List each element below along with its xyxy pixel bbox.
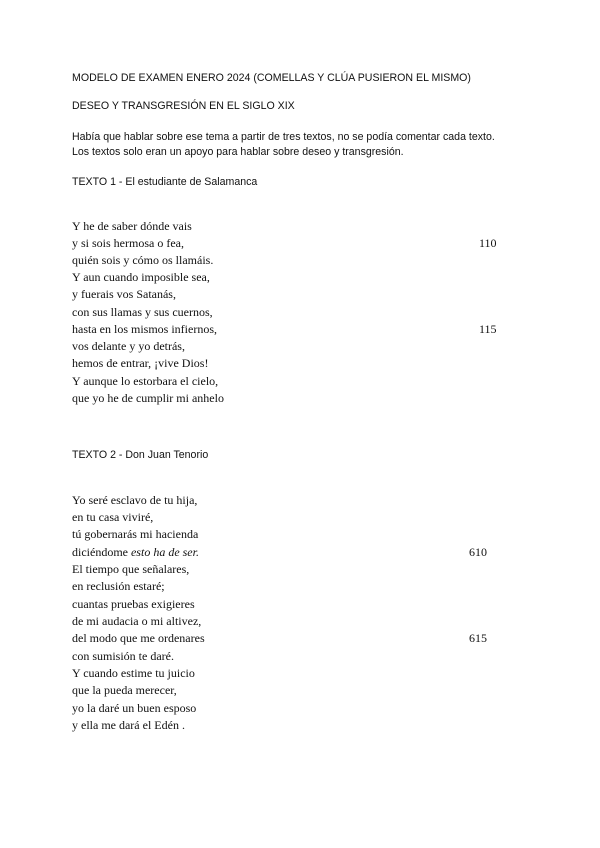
- poem-line: Y aun cuando imposible sea,: [72, 270, 210, 284]
- poem-line: [72, 545, 199, 560]
- intro-line-1: Había que hablar sobre ese tema a partir de tres textos, no se podía comentar cada texto.: [72, 131, 495, 143]
- poem-line: en reclusión estaré;: [72, 579, 165, 593]
- poem-line: con sumisión te daré.: [72, 649, 174, 663]
- poem-line: que yo he de cumplir mi anhelo: [72, 391, 224, 405]
- poem-line: del modo que me ordenares: [72, 631, 205, 645]
- poem-line: Yo seré esclavo de tu hija,: [72, 493, 198, 507]
- poem-line: hemos de entrar, ¡vive Dios!: [72, 356, 209, 370]
- poem-line-text: diciéndome: [72, 545, 131, 559]
- texto2-heading: TEXTO 2 - Don Juan Tenorio: [72, 449, 209, 461]
- line-number: 610: [469, 545, 487, 559]
- poem-line: tú gobernarás mi hacienda: [72, 527, 199, 541]
- poem-line: hasta en los mismos infiernos,: [72, 322, 217, 336]
- line-number: 110: [479, 236, 497, 250]
- texto1-poem: [72, 219, 532, 419]
- line-number: 615: [469, 631, 487, 645]
- poem-line: cuantas pruebas exigieres: [72, 597, 195, 611]
- poem-line: con sus llamas y sus cuernos,: [72, 305, 213, 319]
- texto2-poem: [72, 493, 532, 743]
- poem-line: y fuerais vos Satanás,: [72, 287, 176, 301]
- italic-phrase: esto ha de ser.: [130, 545, 199, 559]
- poem-line: y si sois hermosa o fea,: [72, 236, 184, 250]
- document-title: MODELO DE EXAMEN ENERO 2024 (COMELLAS Y CLÚA PUSIERON EL MISMO): [72, 72, 471, 84]
- poem-line: yo la daré un buen esposo: [72, 701, 197, 715]
- poem-line: El tiempo que señalares,: [72, 562, 190, 576]
- poem-line: que la pueda merecer,: [72, 683, 177, 697]
- line-number: 115: [479, 322, 497, 336]
- poem-line: Y aunque lo estorbara el cielo,: [72, 374, 219, 388]
- poem-line: Y cuando estime tu juicio: [72, 666, 195, 680]
- texto1-heading: TEXTO 1 - El estudiante de Salamanca: [72, 176, 258, 188]
- poem-line: quién sois y cómo os llamáis.: [72, 253, 214, 267]
- poem-line: de mi audacia o mi altivez,: [72, 614, 202, 628]
- document-subtitle: DESEO Y TRANSGRESIÓN EN EL SIGLO XIX: [72, 100, 295, 112]
- intro-line-2: Los textos solo eran un apoyo para hablar sobre deseo y transgresión.: [72, 146, 404, 158]
- poem-line: vos delante y yo detrás,: [72, 339, 185, 353]
- poem-line: y ella me dará el Edén .: [72, 718, 185, 732]
- poem-line: en tu casa viviré,: [72, 510, 154, 524]
- poem-line: Y he de saber dónde vais: [72, 219, 192, 233]
